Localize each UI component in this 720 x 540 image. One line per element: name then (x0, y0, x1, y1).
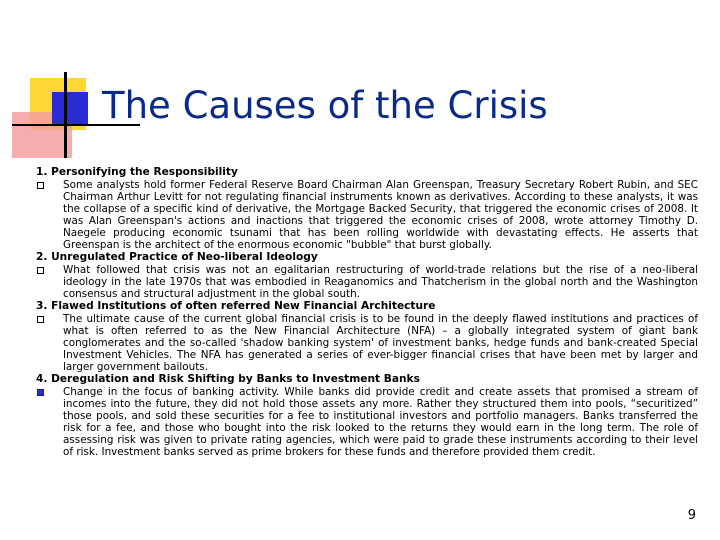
filled-square-bullet-icon (37, 389, 44, 396)
hollow-square-bullet-icon (37, 316, 44, 323)
list-item (36, 386, 698, 458)
section-heading: 3. Flawed Institutions of often referred New Financial Architecture (36, 300, 436, 312)
section-2 (36, 251, 698, 300)
section-4 (36, 373, 698, 458)
page-number: 9 (687, 508, 696, 523)
list-item (36, 264, 698, 300)
bullet-text: The ultimate cause of the current global financial crisis is to be found in the deeply flawed institutions and practices of what is often referred to as the New Financial Architecture (NFA) – a globally integrated system of giant bank conglomerates and the so-called 'shadow banking system' of investment banks, hedge funds and bank-created Special Investment Vehicles. The NFA has generated a series of ever-bigger financial crises that have been met by larger and larger government bailouts. (63, 313, 698, 373)
bullet-text: Some analysts hold former Federal Reserve Board Chairman Alan Greenspan, Treasury Secretary Robert Rubin, and SEC Chairman Arthur Levitt for not regulating financial instruments known as derivatives. According to these analysts, it was the collapse of a specific kind of derivative, the Mortgage Backed Security, that triggered the economic crises of 2008. It was Alan Greenspan's actions and inactions that triggered the economic crises of 2008, wrote attorney Timothy D. Naegele producing economic tsunami that has been rolling worldwide with devastating effects. He asserts that Greenspan is the architect of the enormous economic "bubble" that burst globally. (63, 179, 698, 251)
section-3 (36, 300, 698, 373)
section-1 (36, 166, 698, 251)
section-heading: 2. Unregulated Practice of Neo-liberal Ideology (36, 251, 318, 263)
section-heading: 4. Deregulation and Risk Shifting by Banks to Investment Banks (36, 373, 420, 385)
list-item (36, 179, 698, 251)
hollow-square-bullet-icon (37, 267, 44, 274)
logo-blue-block (52, 92, 88, 126)
bullet-text: Change in the focus of banking activity. While banks did provide credit and create assets that promised a stream of incomes into the future, they did not hold those assets any more. Rather they structured them into pools, “securitized” those pools, and sold these securities for a fee to institutional investors and portfolio managers. Banks transferred the risk for a fee, and those who bought into the risk looked to the returns they would earn in the long term. The role of assessing risk was given to private rating agencies, which were paid to grade these instruments according to their level of risk. Investment banks served as prime brokers for these funds and therefore provided them credit. (63, 386, 698, 458)
section-heading: 1. Personifying the Responsibility (36, 166, 238, 178)
hollow-square-bullet-icon (37, 182, 44, 189)
slide-title: The Causes of the Crisis (102, 84, 548, 127)
bullet-text: What followed that crisis was not an egalitarian restructuring of world-trade relations but the rise of a neo-liberal ideology in the late 1970s that was embodied in Reaganomics and Thatcherism in the global north and the Washington consensus and structural adjustment in the global south. (63, 264, 698, 300)
list-item (36, 313, 698, 373)
slide-content (36, 166, 698, 458)
logo-vertical-line (64, 72, 67, 158)
